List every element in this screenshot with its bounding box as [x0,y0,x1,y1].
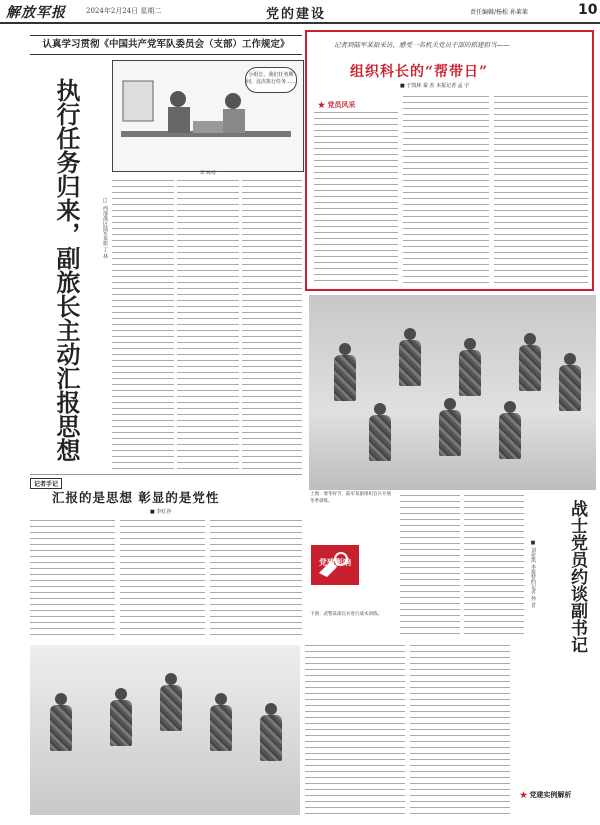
soldier-figure [110,700,132,746]
section-label [520,790,571,800]
study-heading: 认真学习贯彻《中国共产党军队委员会（支部）工作规定》 [30,35,302,55]
divider [30,474,302,475]
section-label-text: 党建实例解析 [529,790,572,799]
page-number: 10 [578,2,598,18]
soldier-figure [160,685,182,731]
soldier-figure [369,415,391,461]
article-byline-2: ■ 刘张凯 本报特约记者 孙 晋 [530,540,536,608]
feature-badge [318,100,355,110]
body-text-column [464,495,524,635]
soldier-figure [210,705,232,751]
feature-byline: ■ 于凯林 秦 杰 本报记者 孟 宇 [400,83,470,89]
article-title-vertical-2: 战士党员约谈副书记 [567,500,587,653]
training-photo-lower [30,645,300,815]
soldier-figure [499,413,521,459]
soldier-figure [459,350,481,396]
body-text-column [112,180,174,470]
soldier-figure [519,345,541,391]
body-text-column [120,520,205,638]
newspaper-logo: 解放军报 [6,5,66,21]
body-text-column [210,520,302,638]
feature-badge-label: 党员风采 [327,100,356,109]
article-title-vertical: 执行任务归来，副旅长主动汇报思想 [52,78,81,462]
feature-title: 组织科长的“帮带日” [350,64,489,80]
photo-caption-lower: 下图：武警某部官兵进行战术训练。 [310,612,382,617]
body-text-column [177,180,239,470]
training-photo-upper [309,295,596,490]
body-text-column [314,112,398,284]
body-text-column [410,645,510,815]
body-text-column [403,96,489,284]
soldier-figure [260,715,282,761]
body-text-column [494,96,588,284]
notes-byline: ■ 李红谷 [150,509,172,515]
notes-tag: 记者手记 [30,478,62,489]
cartoon-credit: 郭 飒/绘 [200,171,217,176]
body-text-column [400,495,460,635]
soldier-figure [439,410,461,456]
issue-date: 2024年2月24日 星期二 [86,7,162,15]
speech-bubble: 小组长，我们任务期间，这次执行任务…… [245,67,297,93]
star-icon: ★ [318,100,325,109]
soldier-figure [559,365,581,411]
party-badge-label: 党建影响 [319,557,351,567]
body-text-column [30,520,115,638]
soldier-figure [334,355,356,401]
body-text-column [242,180,302,470]
photo-caption-upper: 上图：寒冬时节，陆军某旅组织官兵开展冬季训练。 [310,492,391,504]
star-icon: ★ [520,790,527,799]
article-byline: □ 西部战区陆军某旅 丁 林 [102,198,108,259]
body-text-column [305,645,405,815]
soldier-figure [399,340,421,386]
editors-credit: 责任编辑/杨松 孙莱莱 [470,9,528,16]
cartoon-illustration [112,60,304,172]
party-badge [311,545,359,585]
feature-kicker: 记者到陆军某旅采访，感受一名机关党员干部的抓建担当—— [334,41,510,49]
section-title: 党的建设 [266,7,327,22]
soldier-figure [50,705,72,751]
notes-title: 汇报的是思想 彰显的是党性 [52,490,220,505]
